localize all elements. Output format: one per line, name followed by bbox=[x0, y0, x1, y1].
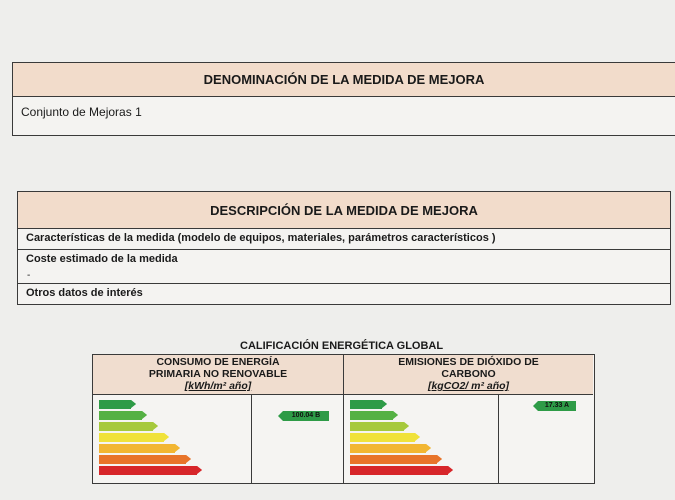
emisiones-column bbox=[344, 355, 593, 483]
emisiones-scale-bar-d bbox=[350, 433, 415, 442]
emisiones-scale-bar-g bbox=[350, 466, 448, 475]
calificacion-title: CALIFICACIÓN ENERGÉTICA GLOBAL bbox=[240, 340, 444, 352]
otros-datos-row: Otros datos de interés bbox=[26, 287, 143, 299]
consumo-scale-bar-c bbox=[99, 422, 153, 431]
coste-row bbox=[18, 250, 670, 284]
consumo-scale-bar-g bbox=[99, 466, 197, 475]
medida-mejora-value: Conjunto de Mejoras 1 bbox=[21, 105, 142, 119]
medida-mejora-section bbox=[12, 62, 675, 136]
emisiones-rating-pointer: 17.33 A bbox=[538, 401, 576, 411]
emisiones-scale-bar-c bbox=[350, 422, 404, 431]
emisiones-energy-scale bbox=[350, 400, 500, 482]
coste-label: Coste estimado de la medida bbox=[26, 253, 178, 265]
consumo-scale-bar-a bbox=[99, 400, 131, 409]
consumo-energy-scale bbox=[99, 400, 249, 482]
medida-mejora-heading: DENOMINACIÓN DE LA MEDIDA DE MEJORA bbox=[13, 63, 675, 97]
emisiones-scale-bar-e bbox=[350, 444, 426, 453]
consumo-rating-pointer: 100.04 B bbox=[283, 411, 329, 421]
consumo-scale-bar-b bbox=[99, 411, 142, 420]
emisiones-scale-bar-a bbox=[350, 400, 382, 409]
descripcion-section bbox=[17, 191, 671, 305]
emisiones-heading: EMISIONES DE DIÓXIDO DE CARBONO [kgCO2/ m² año] bbox=[344, 355, 593, 395]
descripcion-heading: DESCRIPCIÓN DE LA MEDIDA DE MEJORA bbox=[18, 192, 670, 229]
calificacion-table bbox=[92, 354, 595, 484]
coste-value: - bbox=[27, 270, 31, 281]
consumo-scale-bar-d bbox=[99, 433, 164, 442]
consumo-scale-bar-e bbox=[99, 444, 175, 453]
consumo-scale-bar-f bbox=[99, 455, 186, 464]
emisiones-scale-bar-b bbox=[350, 411, 393, 420]
consumo-column bbox=[93, 355, 344, 483]
caracteristicas-row: Características de la medida (modelo de equipos, materiales, parámetros característicos ) bbox=[18, 229, 670, 250]
consumo-heading: CONSUMO DE ENERGÍA PRIMARIA NO RENOVABLE [kWh/m² año] bbox=[93, 355, 343, 395]
emisiones-scale-bar-f bbox=[350, 455, 437, 464]
